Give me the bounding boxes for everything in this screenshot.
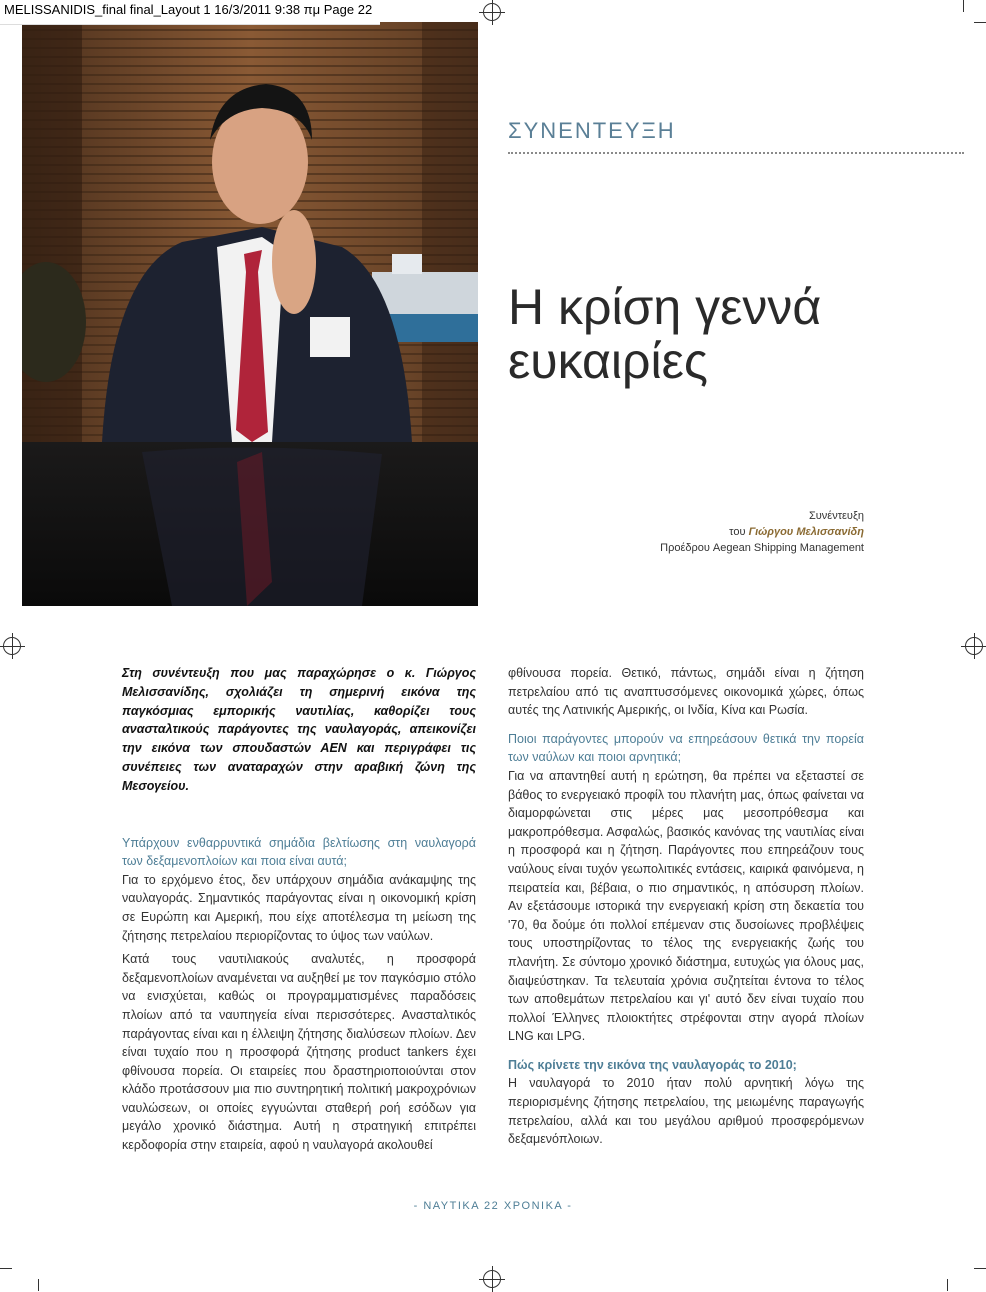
author-name: Γιώργου Μελισσανίδη: [748, 526, 864, 538]
article-column-left: [122, 664, 476, 1160]
answer-1-paragraph-2: Κατά τους ναυτιλιακούς αναλυτές, η προσφορά δεξαμενοπλοίων αναμένεται να αυξηθεί με τον παγκόσμιο στόλο να ενισχύεται, καθώς οι προγραμματισμένες παραδόσεις πλοίων από τα ναυπηγεία είναι περισσότερες. Ανασταλτικός παράγοντας είναι και η έλλειψη ζήτησης διαλύσεων πλοίων. Δεν είναι τυχαίο που η προσφορά ζήτησης product tankers έχει φθίνουσα πορεία. Οι εταιρείες που δραστηριοποιούνται στον κλάδο προτάσσουν μια πιο συντηρητική πολιτική μακροχρόνιων ναυλώσεων, οι οποίες εγγυώνται σταθερή ροή εσόδων για μεγάλο χρονικό διάστημα. Αυτή η στρατηγική επιτρέπει κερδοφορία στην εταιρεία, αφού η ναυλαγορά ακολουθεί: [122, 952, 476, 1153]
printer-slug: MELISSANIDIS_final final_Layout 1 16/3/2011 9:38 πμ Page 22: [0, 0, 380, 25]
article-column-right: [508, 664, 864, 1154]
page-footer: [0, 1200, 986, 1212]
byline-prefix: του: [729, 526, 749, 538]
author-role: Προέδρου Aegean Shipping Management: [660, 542, 864, 554]
footer-left: - ΝΑΥΤΙΚΑ: [413, 1200, 485, 1212]
question-2: Ποιοι παράγοντες μπορούν να επηρεάσουν θετικά την πορεία των ναύλων και ποιοι αρνητικά;: [508, 731, 864, 765]
portrait-photo: [22, 22, 478, 606]
registration-mark-icon: [965, 637, 983, 655]
registration-mark-icon: [483, 1270, 501, 1288]
answer-3: Η ναυλαγορά το 2010 ήταν πολύ αρνητική λόγω της περιορισμένης ζήτησης πετρελαίου, της μειωμένης παραγωγής πετρελαίου, αλλά και του μεγάλου αριθμού προσφερόμενων δεξαμενόπλοιων.: [508, 1076, 864, 1147]
page-number: 22: [484, 1200, 500, 1212]
byline-label: Συνέντευξη: [808, 510, 864, 522]
byline-author: [660, 524, 864, 540]
crop-mark: [947, 1279, 948, 1291]
question-1: Υπάρχουν ενθαρρυντικά σημάδια βελτίωσης στη ναυλαγορά των δεξαμενοπλοίων και ποια είναι αυτά;: [122, 835, 476, 869]
crop-mark: [974, 22, 986, 23]
lead-paragraph: Στη συνέντευξη που μας παραχώρησε ο κ. Γιώργος Μελισσανίδης, σχολιάζει τη σημερινή εικόνα της παγκόσμιας εμπορικής ναυτιλίας, καθορίζει τους ανασταλτικούς παράγοντες της ναυλαγοράς, απεικονίζει την εικόνα των σπουδαστών ΑΕΝ και περιγράφει τις συνέπειες των αναταραχών στην αραβική ζώνη της Μεσογείου.: [122, 666, 476, 793]
crop-mark: [0, 1268, 12, 1269]
answer-1-paragraph-1: Για το ερχόμενο έτος, δεν υπάρχουν σημάδια ανάκαμψης της ναυλαγοράς. Σημαντικός παράγοντας είναι η οικονομική κρίση σε Ευρώπη και Αμερική, που είχε αποτέλεσμα τη μείωση της ζήτησης πετρελαίου περιορίζοντας το ύψος των ναύλων.: [122, 872, 476, 943]
registration-mark-icon: [3, 637, 21, 655]
registration-mark-icon: [483, 3, 501, 21]
footer-right: ΧΡΟΝΙΚΑ -: [499, 1200, 573, 1212]
section-label: ΣΥΝΕΝΤΕΥΞΗ: [508, 118, 676, 143]
article-headline: [508, 280, 948, 388]
crop-mark: [38, 1279, 39, 1291]
dotted-divider: [508, 152, 964, 154]
question-3: Πώς κρίνετε την εικόνα της ναυλαγοράς το 2010;: [508, 1057, 797, 1072]
crop-mark: [974, 1268, 986, 1269]
answer-2: Για να απαντηθεί αυτή η ερώτηση, θα πρέπει να εξεταστεί σε βάθος το ενεργειακό προφίλ του πλανήτη μας, όπως φαίνεται να διαμορφώνεται στις μέρες μας μεσοπρόθεσμα και μακροπρόθεσμα. Ασφαλώς, βασικός κανόνας της ναυτιλίας είναι η προσφορά και η ζήτηση. Παράγοντες που επηρεάζουν τους ναύλους είναι τυχόν γεωπολιτικές εντάσεις, καιρικά φαινόμενα, η πειρατεία και, βέβαια, ο πιο σημαντικός, η απόσυρση πλοίων. Αν εξετάσουμε ιστορικά την ενεργειακή κρίση στη δεκαετία του '70, θα δούμε ότι πολλοί επέμεναν στις δυσοίωνες προβλέψεις τους υποστηρίζοντας το τέλος της ενεργειακής ζωής του πλανήτη. Σε σύντομο χρονικό διάστημα, ευτυχώς για όλους μας, διαψεύστηκαν. Τα τελευταία χρόνια συζητείται έντονα το τέλος των αποθεμάτων πετρελαίου και γι' αυτό δεν είναι τυχαίο που πολλοί Έλληνες πλοιοκτήτες στρέφονται στην αγορά πλοίων LNG και LPG.: [508, 768, 864, 1044]
crop-mark: [963, 0, 964, 12]
headline-line-2: ευκαιρίες: [508, 333, 708, 389]
headline-line-1: Η κρίση γεννά: [508, 279, 822, 335]
answer-1-continued: φθίνουσα πορεία. Θετικό, πάντως, σημάδι είναι η ζήτηση πετρελαίου από τις αναπτυσσόμενες οικονομικά χώρες, όπως αυτές της Λατινικής Αμερικής, οι Ινδία, Κίνα και Ρωσία.: [508, 666, 864, 718]
byline: [660, 508, 864, 556]
